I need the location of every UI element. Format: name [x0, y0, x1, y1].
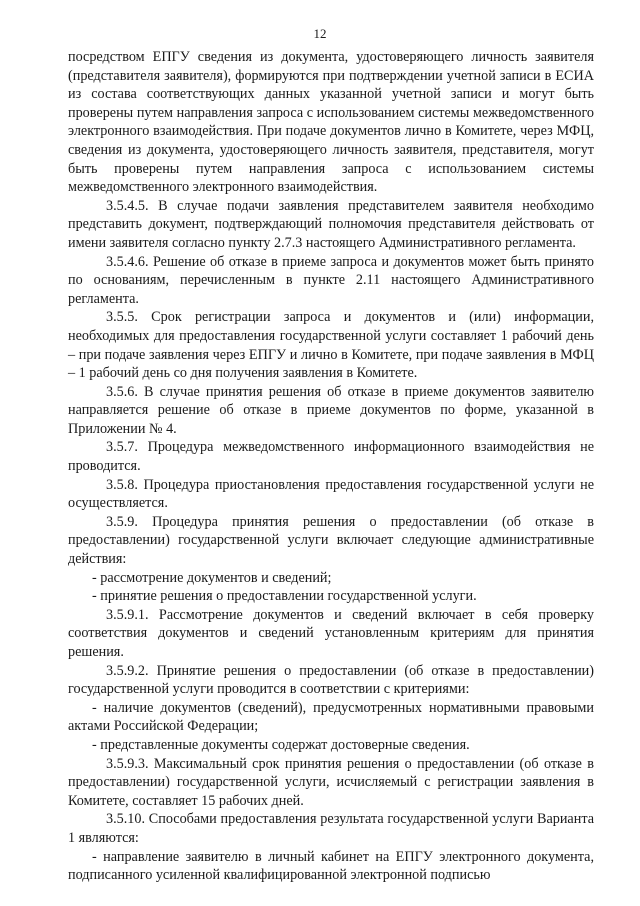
list-item: - принятие решения о предоставлении государственной услуги.: [92, 588, 477, 605]
paragraph: 3.5.10. Способами предоставления результата государственной услуги Варианта 1 являются:: [68, 811, 594, 846]
paragraph: 3.5.5. Срок регистрации запроса и документов и (или) информации, необходимых для предоставления государственной услуги составляет 1 рабочий день – при подаче заявления через ЕПГУ и лично в Комитете, при подаче заявления в МФЦ – 1 рабочий день со дня получения заявления в Комитете.: [68, 309, 594, 382]
paragraph: 3.5.9.3. Максимальный срок принятия решения о предоставлении (об отказе в предоставлении) государственной услуги, исчисляемый с регистрации заявления в Комитете, составляет 15 рабочих дней.: [68, 755, 594, 809]
paragraph: 3.5.6. В случае принятия решения об отказе в приеме документов заявителю направляется решение об отказе в приеме документов по форме, указанной в Приложении № 4.: [68, 383, 594, 437]
list-item: - рассмотрение документов и сведений;: [92, 569, 332, 586]
list-item: - направление заявителю в личный кабинет на ЕПГУ электронного документа, подписанного усиленной квалифицированной электронной подписью: [68, 848, 594, 884]
list-item: - представленные документы содержат достоверные сведения.: [92, 736, 470, 753]
page-number: 12: [313, 26, 327, 41]
paragraph: 3.5.8. Процедура приостановления предоставления государственной услуги не осуществляется.: [68, 476, 594, 512]
paragraph: посредством ЕПГУ сведения из документа, удостоверяющего личность заявителя (представителя заявителя), формируются при подтверждении учетной записи в ЕСИА из состава соответствующих данных указанной учетной записи и могут быть проверены путем направления запроса с использованием системы межведомственного электронного взаимодействия. При подаче документов лично в Комитете, через МФЦ, сведения из документа, удостоверяющего личность заявителя, представителя, могут быть проверены путем направления запроса с использованием системы межведомственного электронного взаимодействия.: [68, 49, 594, 196]
paragraph: 3.5.9.1. Рассмотрение документов и сведений включает в себя проверку соответствия документов и сведений установленным критериям для принятия решения.: [68, 606, 594, 660]
document-body: [68, 48, 594, 885]
paragraph: 3.5.9.2. Принятие решения о предоставлении (об отказе в предоставлении) государственной услуги проводится в соответствии с критериями:: [68, 662, 594, 698]
paragraph: 3.5.9. Процедура принятия решения о предоставлении (об отказе в предоставлении) государственной услуги включает следующие административные действия:: [68, 513, 594, 568]
paragraph: 3.5.4.5. В случае подачи заявления представителем заявителя необходимо представить документ, подтверждающий полномочия представителя действовать от имени заявителя согласно пункту 2.7.3 настоящего Административного регламента.: [68, 197, 594, 251]
list-item: - наличие документов (сведений), предусмотренных нормативными правовыми актами Российской Федерации;: [68, 699, 594, 735]
paragraph: 3.5.4.6. Решение об отказе в приеме запроса и документов может быть принято по основаниям, перечисленным в пункте 2.11 настоящего Административного регламента.: [68, 253, 594, 307]
paragraph: 3.5.7. Процедура межведомственного информационного взаимодействия не проводится.: [68, 439, 594, 475]
